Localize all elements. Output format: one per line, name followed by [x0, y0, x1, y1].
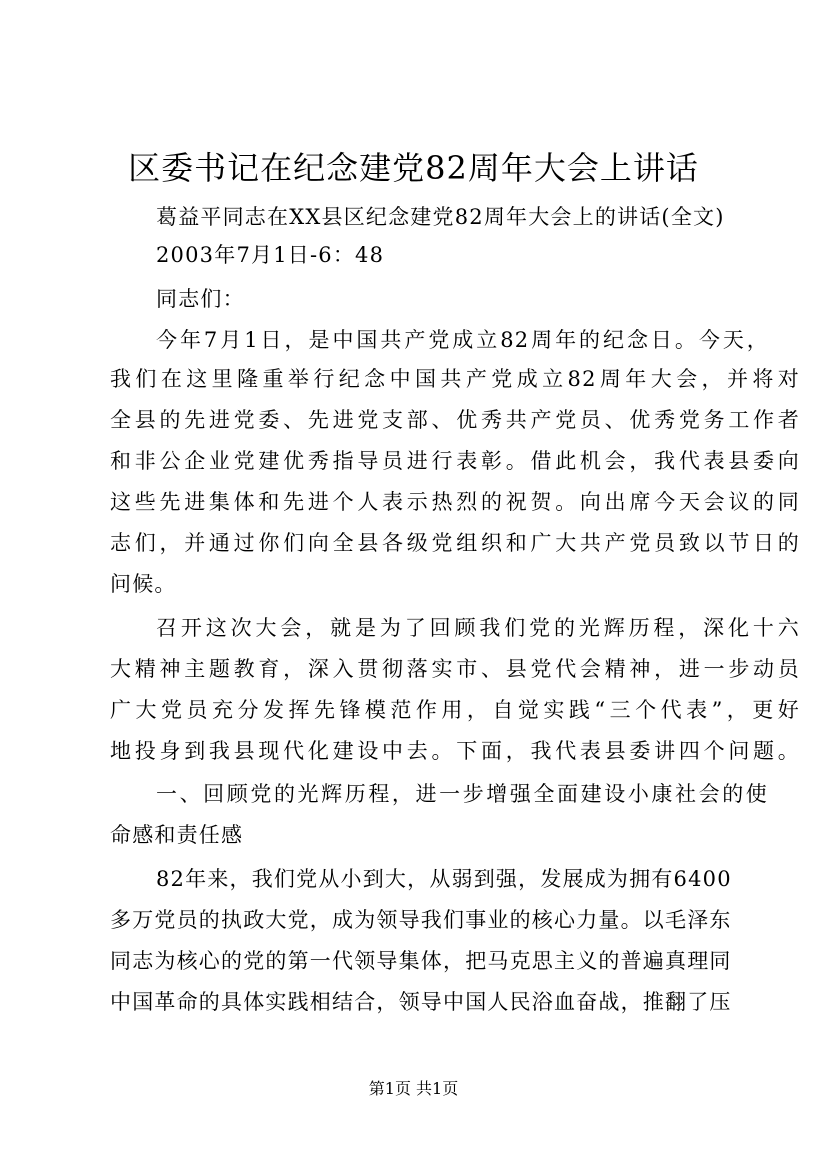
paragraph-line: 广大党员充分发挥先锋模范作用，自觉实践“三个代表”，更好 [110, 698, 800, 722]
document-title: 区委书记在纪念建党82周年大会上讲话 [128, 149, 699, 187]
paragraph-line: 同志为核心的党的第一代领导集体，把马克思主义的普遍真理同 [110, 949, 732, 973]
dateline: 2003年7月1日-6：48 [156, 243, 385, 267]
paragraph-line: 地投身到我县现代化建设中去。下面，我代表县委讲四个问题。 [110, 739, 800, 763]
paragraph-line: 82年来，我们党从小到大，从弱到强，发展成为拥有6400 [156, 867, 732, 891]
salutation: 同志们： [156, 287, 245, 311]
section-heading-line: 一、回顾党的光辉历程，进一步增强全面建设小康社会的使 [156, 782, 768, 806]
paragraph-line: 多万党员的执政大党，成为领导我们事业的核心力量。以毛泽东 [110, 908, 732, 932]
paragraph-line: 和非公企业党建优秀指导员进行表彰。借此机会，我代表县委向 [110, 449, 800, 473]
paragraph-line: 我们在这里隆重举行纪念中国共产党成立82周年大会，并将对 [110, 367, 800, 391]
paragraph-line: 中国革命的具体实践相结合，领导中国人民浴血奋战，推翻了压 [110, 990, 732, 1014]
paragraph-line: 今年7月1日，是中国共产党成立82周年的纪念日。今天， [156, 328, 769, 352]
paragraph-line: 这些先进集体和先进个人表示热烈的祝贺。向出席今天会议的同 [110, 490, 800, 514]
page-footer: 第1页 共1页 [368, 1079, 459, 1098]
section-heading-line: 命感和责任感 [110, 823, 244, 847]
paragraph-line: 全县的先进党委、先进党支部、优秀共产党员、优秀党务工作者 [110, 408, 800, 432]
paragraph-line: 问候。 [110, 572, 177, 596]
paragraph-line: 志们，并通过你们向全县各级党组织和广大共产党员致以节日的 [110, 531, 800, 555]
subtitle-line: 葛益平同志在XX县区纪念建党82周年大会上的讲话(全文) [156, 205, 725, 229]
paragraph-line: 大精神主题教育，深入贯彻落实市、县党代会精神，进一步动员 [110, 657, 800, 681]
paragraph-line: 召开这次大会，就是为了回顾我们党的光辉历程，深化十六 [156, 616, 800, 640]
